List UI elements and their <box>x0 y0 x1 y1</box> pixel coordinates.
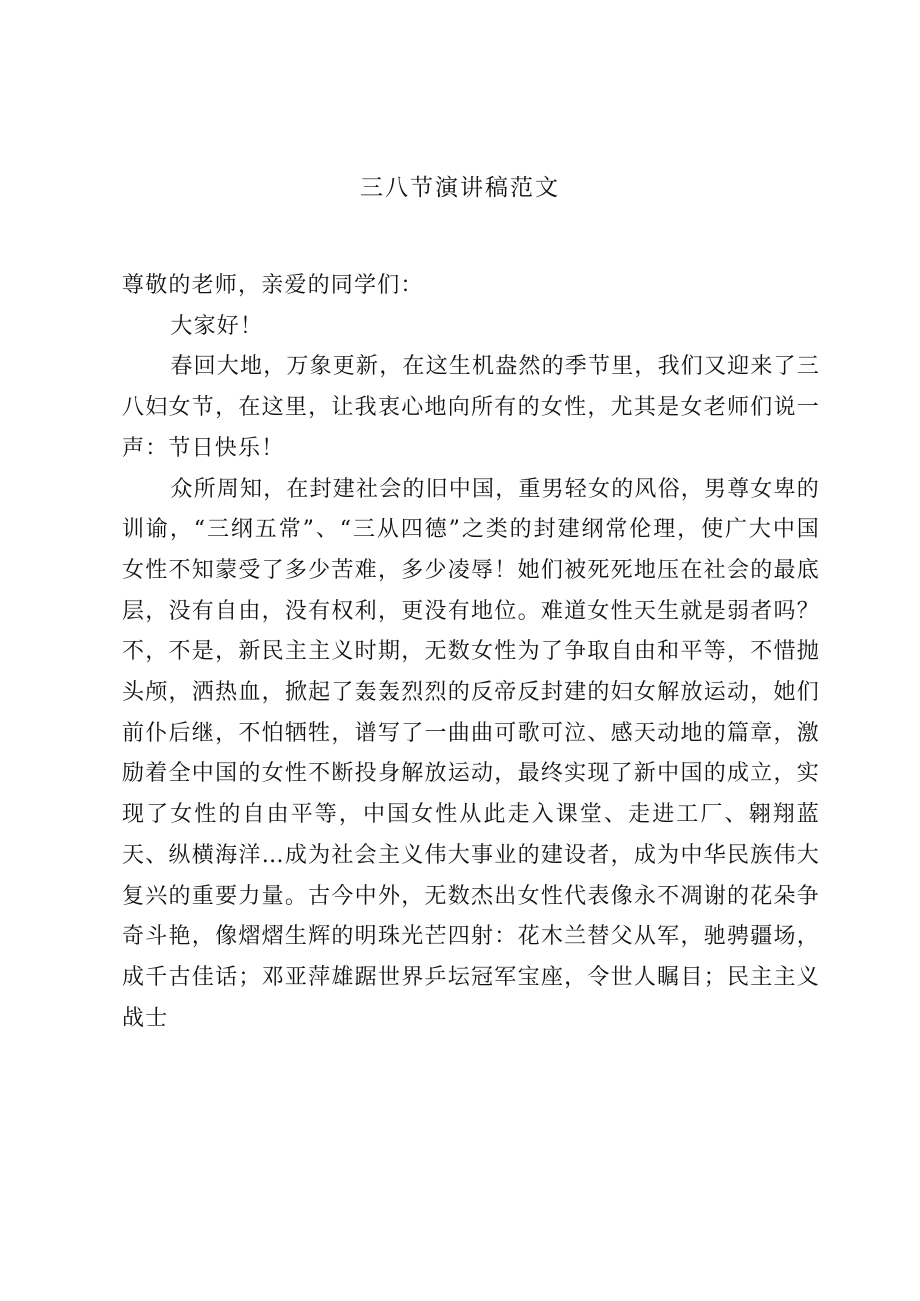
document-body <box>122 266 820 1039</box>
document-title: 三八节演讲稿范文 <box>360 175 560 201</box>
salutation: 尊敬的老师，亲爱的同学们： <box>122 273 424 298</box>
paragraph-festival-wishes: 春回大地，万象更新，在这生机盎然的季节里，我们又迎来了三八妇女节，在这里，让我衷心地向所有的女性，尤其是女老师们说一声：节日快乐！ <box>122 354 820 461</box>
paragraph-greeting: 大家好！ <box>170 313 264 339</box>
paragraph-history: 众所周知，在封建社会的旧中国，重男轻女的风俗，男尊女卑的训谕，“三纲五常”、“三从四德”之类的封建纲常伦理，使广大中国女性不知蒙受了多少苦难，多少凌辱！她们被死死地压在社会的最底层，没有自由，没有权利，更没有地位。难道女性天生就是弱者吗？不，不是，新民主主义时期，无数女性为了争取自由和平等，不惜抛头颅，洒热血，掀起了轰轰烈烈的反帝反封建的妇女解放运动，她们前仆后继，不怕牺牲，谱写了一曲曲可歌可泣、感天动地的篇章，激励着全中国的女性不断投身解放运动，最终实现了新中国的成立，实现了女性的自由平等，中国女性从此走入课堂、走进工厂、翱翔蓝天、纵横海洋…成为社会主义伟大事业的建设者，成为中华民族伟大复兴的重要力量。古今中外，无数杰出女性代表像永不凋谢的花朵争奇斗艳，像熠熠生辉的明珠光芒四射：花木兰替父从军，驰骋疆场，成千古佳话；邓亚萍雄踞世界乒坛冠军宝座，令世人瞩目；民主主义战士 <box>122 476 820 1031</box>
